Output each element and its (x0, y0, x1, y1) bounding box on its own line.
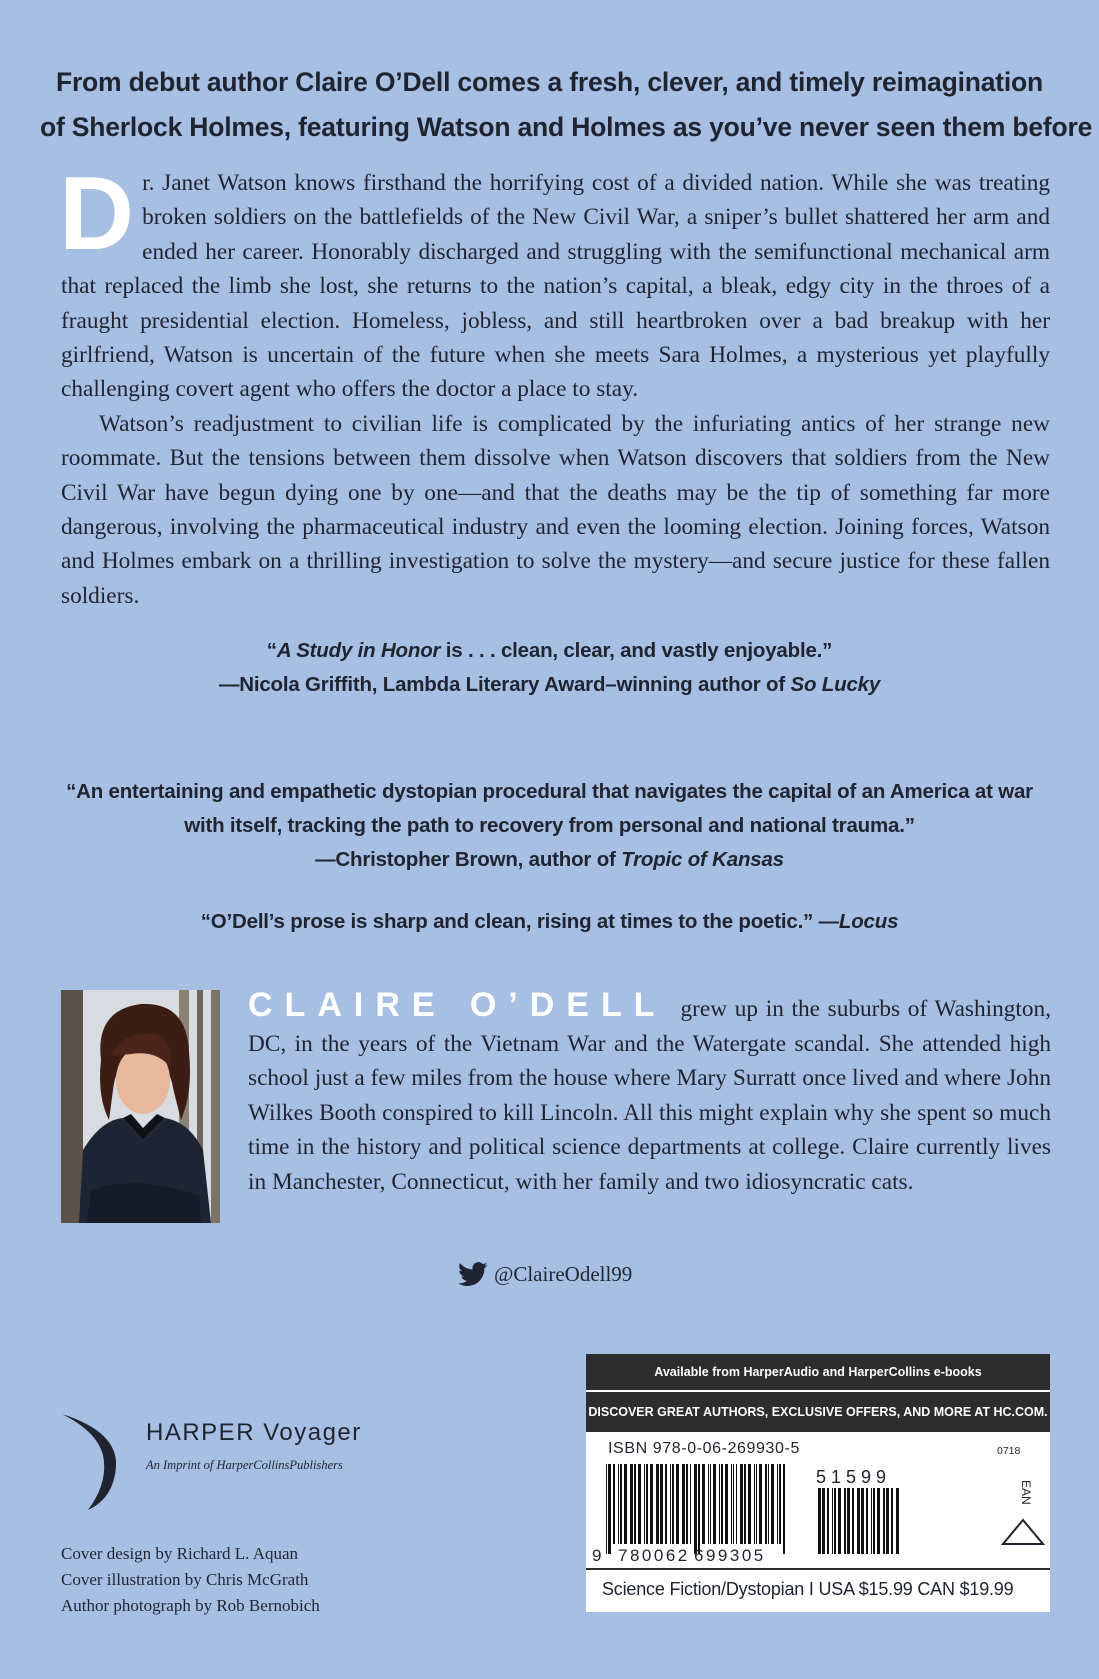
barcode-bar (765, 1464, 767, 1544)
barcode-bars-price (818, 1488, 899, 1554)
quote-brown-attr-text: —Christopher Brown, author of (315, 848, 622, 871)
barcode-bar (630, 1464, 633, 1544)
barcode-bar (822, 1488, 825, 1554)
quote-locus-line (40, 905, 1059, 939)
barcode-bar (877, 1488, 880, 1554)
triangle-icon (1003, 1520, 1043, 1544)
quote-open-mark: “ (266, 639, 277, 662)
barcode-bar (857, 1488, 860, 1554)
barcode-bar (756, 1464, 757, 1544)
quote-griffith (40, 634, 1059, 702)
barcode-bar (771, 1464, 774, 1544)
barcode-bar (644, 1464, 645, 1544)
barcode-bar (866, 1488, 868, 1554)
twitter-bird-icon (458, 1262, 488, 1287)
quote-brown-line-2: with itself, tracking the path to recovery from personal and national trauma.” (184, 814, 915, 837)
barcode-bar (676, 1464, 679, 1544)
barcode-bar (883, 1488, 885, 1554)
barcode-bar (646, 1464, 648, 1544)
barcode-bar (634, 1464, 636, 1544)
barcode-bar (748, 1464, 751, 1544)
barcode-graphic (586, 1354, 1050, 1612)
barcode-bar (694, 1464, 697, 1554)
barcode-bar (832, 1488, 833, 1554)
quote-griffith-attr-text: —Nicola Griffith, Lambda Literary Award–winning author of (218, 673, 791, 696)
barcode-bar (650, 1464, 653, 1544)
barcode-bar (827, 1488, 829, 1554)
barcode-bar (873, 1488, 875, 1554)
quote-brown-attr-book: Tropic of Kansas (621, 848, 784, 871)
price-code-digits: 51599 (816, 1467, 892, 1487)
barcode-bar (660, 1464, 663, 1544)
quote-brown (40, 775, 1059, 877)
barcode-bar (620, 1464, 622, 1544)
quote-brown-attribution (40, 843, 1059, 877)
barcode-bar (690, 1464, 691, 1544)
twitter-handle-text: @ClaireOdell99 (494, 1262, 633, 1286)
barcode-bar (733, 1464, 734, 1544)
barcode-bar (708, 1464, 709, 1544)
barcode-bar (759, 1464, 762, 1544)
barcode-bar (779, 1464, 781, 1544)
barcode-bar (768, 1464, 769, 1544)
barcode-bar (861, 1488, 864, 1554)
barcode-bar (713, 1464, 716, 1544)
credit-cover-illustration: Cover illustration by Chris McGrath (61, 1570, 309, 1589)
barcode-bar (818, 1488, 821, 1554)
barcode-digits-left: 780062 (618, 1546, 690, 1565)
barcode-bar (731, 1464, 732, 1544)
blurb (59, 156, 1050, 613)
category-and-price: Science Fiction/Dystopian I USA $15.99 CAN $19.99 (602, 1579, 1014, 1599)
barcode-bar (847, 1488, 850, 1554)
quote-brown-line-1: “An entertaining and empathetic dystopian procedural that navigates the capital of an America at war (66, 780, 1033, 803)
barcode-bar (871, 1488, 872, 1554)
publisher-imprint: An Imprint of HarperCollinsPublishers (146, 1458, 343, 1472)
headline-line-1: From debut author Claire O’Dell comes a fresh, clever, and timely reimagination (55, 67, 1044, 97)
author-bio-text: grew up in the suburbs of Washington, DC, in the years of the Vietnam War and the Watergate scandal. She attended high school just a few miles from the house where Mary Surratt once lived and where John Wilkes Booth conspired to kill Lincoln. All this might explain why she spent so much time in the history and political science departments at college. Claire currently lives in Manchester, Connecticut, with her family and two idiosyncratic cats. (248, 996, 1051, 1195)
barcode-bar (698, 1464, 700, 1554)
author-bio (248, 988, 1051, 1199)
blurb-paragraph-1 (59, 156, 1050, 407)
barcode-bar (777, 1464, 778, 1544)
barcode-bar (710, 1464, 711, 1544)
twitter-handle (458, 1262, 632, 1287)
barcode-bar (740, 1464, 743, 1544)
discover-band: DISCOVER GREAT AUTHORS, EXCLUSIVE OFFERS, AND MORE AT HC.COM. (586, 1392, 1050, 1432)
author-photo-image (61, 990, 220, 1223)
blurb-paragraph-1-text: r. Janet Watson knows firsthand the horrifying cost of a divided nation. While she was treating broken soldiers on the battlefields of the New Civil War, a sniper’s bullet shattered her arm and ended her career. Honorably discharged and struggling with the semifunctional mechanical arm that replaced the limb she lost, she returns to the nation’s capital, a bleak, edgy city in the throes of a fraught presidential election. Homeless, jobless, and still heartbroken over a bad breakup with her girlfriend, Watson is uncertain of the future when she meets Sara Holmes, a mysterious yet playfully challenging covert agent who offers the doctor a place to stay. (61, 170, 1050, 403)
headline (40, 60, 1093, 150)
quote-locus (40, 905, 1059, 939)
headline-line-2: of Sherlock Holmes, featuring Watson and Holmes as you’ve never seen them before (40, 112, 1093, 142)
quote-griffith-text (40, 634, 1059, 668)
barcode-bar (624, 1464, 627, 1544)
credits (61, 1541, 320, 1619)
barcode-bars-main (606, 1464, 785, 1554)
barcode-bar (613, 1464, 615, 1544)
quote-locus-text: “O’Dell’s prose is sharp and clean, rising at times to the poetic.” — (200, 910, 839, 933)
barcode-bar (754, 1464, 755, 1544)
barcode-bar (886, 1488, 889, 1554)
barcode-bar (725, 1464, 728, 1544)
barcode-bar (665, 1464, 667, 1544)
barcode-bar (686, 1464, 688, 1544)
barcode-bar (834, 1488, 836, 1554)
barcode-bar (838, 1488, 841, 1554)
author-photo (61, 990, 220, 1223)
barcode-bar (719, 1464, 720, 1544)
barcode-bar (656, 1464, 659, 1544)
quote-griffith-attribution (40, 668, 1059, 702)
ean-label: EAN (1019, 1480, 1033, 1505)
credit-author-photograph: Author photograph by Rob Bernobich (61, 1596, 320, 1615)
barcode-bar (670, 1464, 671, 1544)
date-code: 0718 (997, 1445, 1021, 1457)
barcode-bar (618, 1464, 619, 1544)
blurb-paragraph-2: Watson’s readjustment to civilian life is complicated by the infuriating antics of her strange new roommate. But the tensions between them dissolve when Watson discovers that soldiers from the New Civil War have begun dying one by one—and that the deaths may be the tip of something far more dangerous, involving the pharmaceutical industry and even the looming election. Joining forces, Watson and Holmes embark on a thrilling investigation to solve the mystery—and secure justice for these fallen soldiers. (61, 410, 1050, 609)
barcode-bar (844, 1488, 846, 1554)
barcode-bar (852, 1488, 854, 1554)
barcode-box (586, 1354, 1050, 1612)
barcode-bar (744, 1464, 746, 1544)
harper-voyager-moon-logo (60, 1412, 120, 1512)
barcode-bar (638, 1464, 641, 1544)
quote-locus-source: Locus (838, 910, 899, 933)
barcode-digit-first: 9 (592, 1546, 602, 1565)
barcode-bar (736, 1464, 737, 1544)
barcode-bar (891, 1488, 893, 1554)
quote-griffith-rest: is . . . clean, clear, and vastly enjoyable.” (440, 639, 833, 662)
credit-cover-design: Cover design by Richard L. Aquan (61, 1544, 299, 1563)
available-formats-band: Available from HarperAudio and HarperCollins e-books (586, 1354, 1050, 1390)
barcode-bar (606, 1464, 607, 1554)
publisher-name: HARPER Voyager (146, 1419, 362, 1446)
barcode-bar (672, 1464, 674, 1544)
drop-cap: D (59, 156, 135, 272)
author-name: CLAIRE O’DELL (248, 986, 667, 1024)
barcode-bar (721, 1464, 723, 1544)
barcode-bar (783, 1464, 785, 1554)
barcode-digits-right: 699305 (694, 1546, 766, 1565)
barcode-bar (682, 1464, 685, 1544)
barcode-bar (702, 1464, 705, 1544)
barcode-bar (608, 1464, 611, 1554)
quote-book-title: A Study in Honor (276, 639, 441, 662)
barcode-bar (896, 1488, 899, 1554)
isbn-label: ISBN 978-0-06-269930-5 (608, 1440, 800, 1457)
quote-griffith-attr-book: So Lucky (790, 673, 881, 696)
